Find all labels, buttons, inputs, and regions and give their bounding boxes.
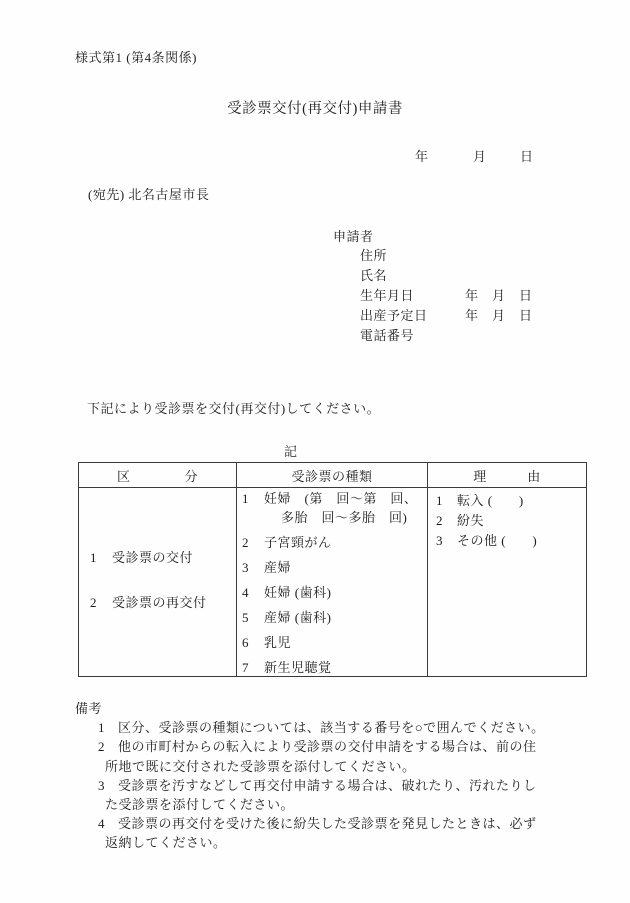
date-line: [0, 146, 630, 164]
option-number: 4: [242, 585, 249, 600]
reason-option: [436, 531, 586, 551]
application-table: [78, 462, 587, 677]
option-label: その他 ( ): [457, 533, 538, 548]
option-label: 新生児聴覚: [264, 660, 332, 675]
applicant-label: 申請者: [333, 229, 374, 244]
field-label: 生年月日: [360, 288, 415, 303]
request-text: 下記により受診票を交付(再交付)してください。: [87, 401, 381, 416]
field-value: 年 月 日: [465, 308, 533, 323]
ticket-type-option: [242, 558, 427, 577]
remark-item: [75, 814, 605, 852]
remark-text: 受診票の再交付を受けた後に紛失した受診票を発見したときは、必ず: [118, 816, 537, 832]
form-number: 様式第1 (第4条関係): [75, 50, 197, 65]
remarks-label: 備考: [75, 701, 103, 716]
option-label: 産婦: [264, 560, 292, 575]
option-number: 1: [90, 550, 97, 565]
date-year-label: 年: [415, 149, 429, 164]
applicant-field-birthdate: [360, 286, 590, 306]
applicant-field-name: [360, 266, 590, 286]
reason-option: [436, 511, 586, 531]
category-option: [90, 550, 236, 565]
option-number: 1: [436, 493, 443, 508]
option-number: 1: [242, 491, 249, 506]
ticket-type-option: [242, 533, 427, 552]
option-number: 7: [242, 660, 249, 675]
remark-item: [75, 718, 605, 737]
reason-option: [436, 491, 586, 511]
remark-line: 所地で既に交付された受診票を添付してください。: [105, 758, 416, 774]
category-cell: [79, 488, 237, 676]
date-month-label: 月: [473, 149, 487, 164]
applicant-fields: [360, 246, 590, 346]
remarks-section: [75, 699, 605, 853]
option-label: 受診票の交付: [112, 550, 194, 565]
applicant-field-address: [360, 246, 590, 266]
option-label: 受診票の再交付: [112, 595, 207, 610]
option-label: 産婦 (歯科): [264, 610, 332, 625]
remark-text: 他の市町村からの転入により受診票の交付申請をする場合は、前の住: [118, 739, 537, 755]
option-label: 乳児: [264, 635, 292, 650]
ticket-type-option: [242, 658, 427, 676]
field-label: 電話番号: [360, 328, 415, 343]
remark-line: [75, 776, 605, 795]
option-number: 2: [242, 535, 249, 550]
option-label: 妊婦 (第 回〜第 回、: [264, 491, 418, 506]
header-ticket-type: 受診票の種類: [237, 463, 428, 487]
table-body-row: [79, 488, 586, 676]
option-number: 3: [436, 533, 443, 548]
ticket-type-option: [242, 583, 427, 602]
header-reason: 理 由: [473, 468, 541, 484]
option-label: 転入 ( ): [457, 493, 524, 508]
remark-number: 2: [98, 739, 105, 755]
field-value: 年 月 日: [465, 288, 533, 303]
remark-text: 受診票を汚すなどして再交付申請する場合は、破れたり、汚れたりし: [118, 777, 537, 793]
addressee: (宛先) 北名古屋市長: [88, 187, 210, 202]
option-number: 6: [242, 635, 249, 650]
page-title: 受診票交付(再交付)申請書: [227, 101, 403, 117]
remark-line: 返納してください。: [105, 835, 227, 851]
list-marker: 記: [284, 444, 298, 459]
ticket-type-option: [242, 633, 427, 652]
header-category: 区 分: [79, 463, 237, 487]
table-header-row: [79, 463, 586, 488]
applicant-field-due-date: [360, 306, 590, 326]
remark-item: [75, 737, 605, 775]
remark-number: 3: [98, 777, 105, 793]
option-label: 妊婦 (歯科): [264, 585, 332, 600]
option-number: 5: [242, 610, 249, 625]
remark-line: [75, 814, 605, 833]
remark-line: た受診票を添付してください。: [105, 797, 295, 813]
remark-line: [75, 737, 605, 756]
remark-line: [75, 718, 605, 737]
category-option: [90, 595, 236, 610]
remark-number: 1: [98, 720, 105, 736]
field-label: 氏名: [360, 268, 388, 283]
option-number: 2: [436, 513, 443, 528]
applicant-field-phone: [360, 326, 590, 346]
reason-cell: [428, 488, 586, 676]
field-label: 出産予定日: [360, 308, 428, 323]
field-label: 住所: [360, 248, 388, 263]
option-number: 2: [90, 595, 97, 610]
ticket-type-cell: [237, 488, 428, 676]
remark-text: 区分、受診票の種類については、該当する番号を○で囲んでください。: [118, 720, 545, 736]
ticket-type-option: [242, 608, 427, 627]
date-day-label: 日: [520, 149, 534, 164]
remark-item: [75, 776, 605, 814]
option-label: 紛失: [457, 513, 485, 528]
ticket-type-option: [242, 489, 427, 527]
option-label: 子宮頸がん: [264, 535, 332, 550]
option-number: 3: [242, 560, 249, 575]
option-label-line2: 多胎 回〜多胎 回): [281, 510, 408, 525]
remark-number: 4: [98, 816, 105, 832]
